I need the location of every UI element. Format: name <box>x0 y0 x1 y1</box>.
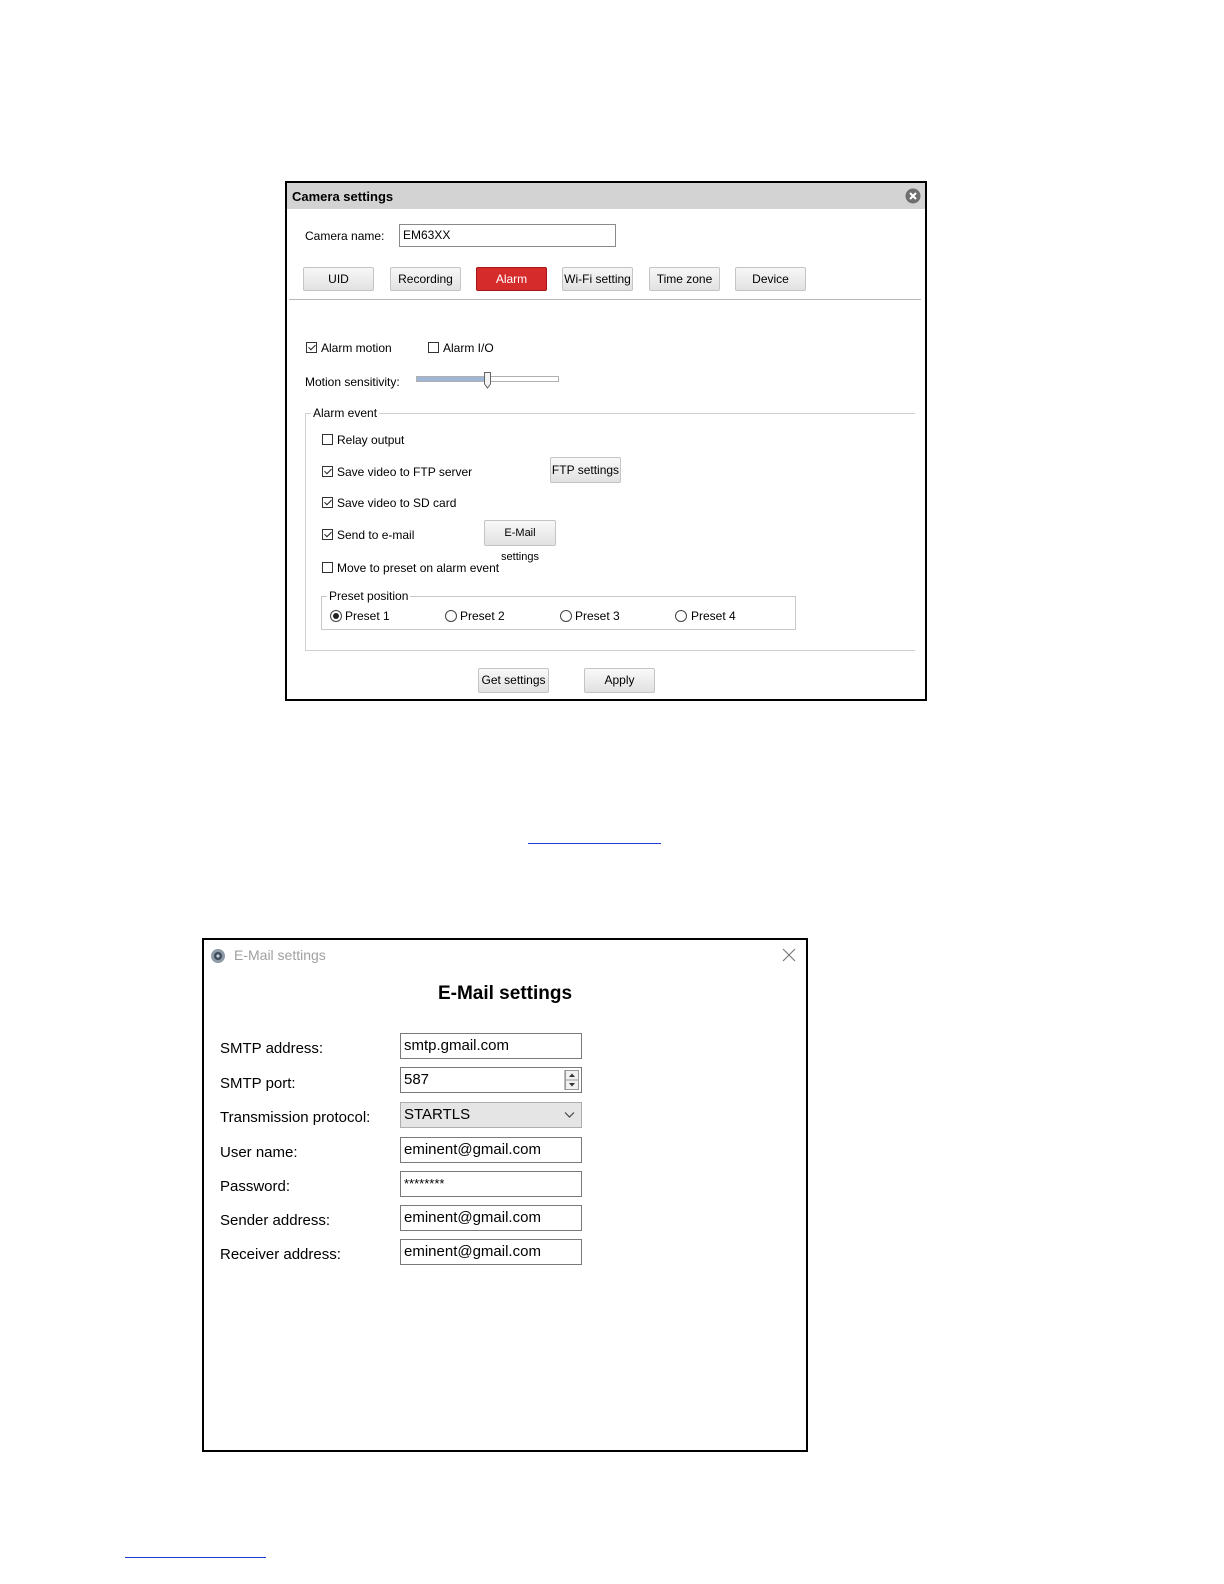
motion-sensitivity-slider[interactable] <box>416 372 559 390</box>
preset-4-label: Preset 4 <box>691 609 736 623</box>
transmission-protocol-select[interactable] <box>400 1102 582 1128</box>
app-icon <box>210 948 226 964</box>
smtp-port-label: SMTP port: <box>220 1075 296 1092</box>
alarm-motion-checkbox[interactable] <box>306 342 317 353</box>
alarm-event-top-line <box>305 413 915 414</box>
send-email-checkbox[interactable] <box>322 529 333 540</box>
email-settings-button[interactable]: E-Mail settings <box>484 520 556 546</box>
user-name-input[interactable]: eminent@gmail.com <box>400 1137 582 1163</box>
sender-address-input[interactable]: eminent@gmail.com <box>400 1205 582 1231</box>
get-settings-button[interactable]: Get settings <box>478 668 549 693</box>
password-input[interactable]: ******** <box>400 1171 582 1197</box>
preset-position-legend: Preset position <box>329 589 409 603</box>
preset-1-label: Preset 1 <box>345 609 390 623</box>
footer-link-underline[interactable] <box>125 1557 266 1558</box>
tab-recording[interactable]: Recording <box>390 267 461 291</box>
chevron-down-icon <box>564 1111 575 1119</box>
move-preset-checkbox[interactable] <box>322 562 333 573</box>
send-email-label: Send to e-mail <box>337 528 415 542</box>
alarm-event-left-line <box>305 413 306 650</box>
receiver-address-label: Receiver address: <box>220 1246 341 1263</box>
alarm-motion-label: Alarm motion <box>321 341 392 355</box>
close-icon[interactable] <box>782 948 796 962</box>
tab-wifi-setting[interactable]: Wi-Fi setting <box>562 267 633 291</box>
user-name-label: User name: <box>220 1144 298 1161</box>
move-preset-label: Move to preset on alarm event <box>337 561 500 575</box>
relay-output-label: Relay output <box>337 433 405 447</box>
password-label: Password: <box>220 1178 291 1195</box>
smtp-address-input[interactable]: smtp.gmail.com <box>400 1033 582 1059</box>
preset-3-label: Preset 3 <box>575 609 620 623</box>
receiver-address-input[interactable]: eminent@gmail.com <box>400 1239 582 1265</box>
email-settings-dialog <box>202 938 808 1452</box>
preset-3-radio[interactable] <box>560 610 572 622</box>
tab-uid[interactable]: UID <box>303 267 374 291</box>
smtp-port-input[interactable] <box>400 1067 582 1093</box>
preset-1-radio[interactable] <box>330 610 342 622</box>
relay-output-checkbox[interactable] <box>322 434 333 445</box>
tab-divider <box>289 299 921 300</box>
tab-device[interactable]: Device <box>735 267 806 291</box>
alarm-io-label: Alarm I/O <box>443 341 494 355</box>
sender-address-label: Sender address: <box>220 1212 331 1229</box>
ftp-settings-button[interactable]: FTP settings <box>550 457 621 483</box>
window-title: E-Mail settings <box>234 947 326 963</box>
smtp-address-label: SMTP address: <box>220 1040 324 1057</box>
camera-settings-titlebar <box>287 183 925 209</box>
save-ftp-checkbox[interactable] <box>322 466 333 477</box>
save-sd-label: Save video to SD card <box>337 496 457 510</box>
alarm-event-bottom-line <box>305 650 915 651</box>
camera-name-input[interactable]: EM63XX <box>399 224 616 247</box>
transmission-protocol-value: STARTLS <box>404 1106 471 1123</box>
save-ftp-label: Save video to FTP server <box>337 465 473 479</box>
alarm-io-checkbox[interactable] <box>428 342 439 353</box>
slider-fill <box>417 377 487 381</box>
smtp-port-spinner[interactable] <box>564 1070 579 1090</box>
slider-thumb[interactable] <box>484 372 491 388</box>
transmission-protocol-label: Transmission protocol: <box>220 1109 371 1126</box>
tab-alarm[interactable]: Alarm <box>476 267 547 291</box>
motion-sensitivity-label: Motion sensitivity: <box>305 375 400 389</box>
alarm-event-legend: Alarm event <box>313 406 378 420</box>
apply-button[interactable]: Apply <box>584 668 655 693</box>
smtp-port-value: 587 <box>404 1071 430 1088</box>
camera-settings-dialog <box>285 181 927 701</box>
tab-time-zone[interactable]: Time zone <box>649 267 720 291</box>
preset-4-radio[interactable] <box>675 610 687 622</box>
email-settings-heading: E-Mail settings <box>437 983 573 1004</box>
camera-settings-title: Camera settings <box>292 189 394 204</box>
close-icon[interactable] <box>905 188 921 204</box>
link-underline[interactable] <box>528 843 661 844</box>
save-sd-checkbox[interactable] <box>322 497 333 508</box>
preset-2-label: Preset 2 <box>460 609 505 623</box>
camera-name-label: Camera name: <box>305 229 385 243</box>
preset-2-radio[interactable] <box>445 610 457 622</box>
